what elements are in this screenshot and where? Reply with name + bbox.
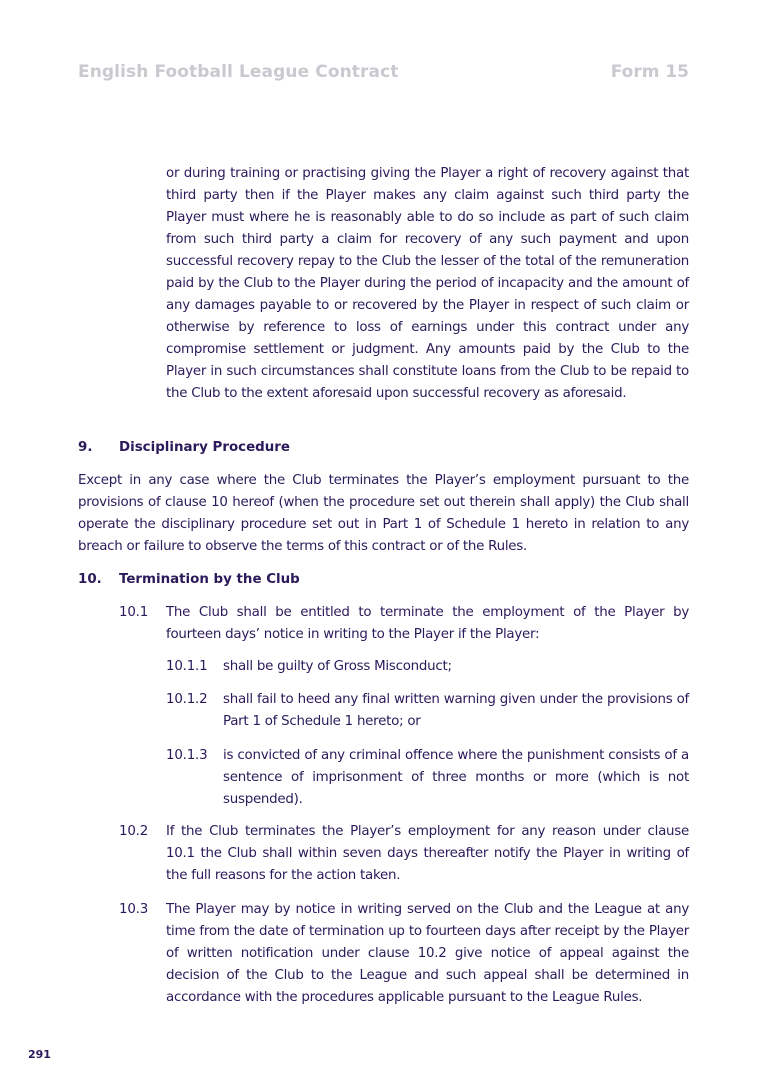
subclause-text: is convicted of any criminal offence where the punishment consists of a sentence of imprisonment of three months or more (which is not suspended).	[223, 748, 689, 807]
subclause-number: 10.1.1	[166, 659, 208, 674]
clause-text: If the Club terminates the Player’s employment for any reason under clause 10.1 the Club shall within seven days thereafter notify the Player in writing of the full reasons for the action taken.	[166, 824, 689, 883]
section-10-number: 10.	[78, 572, 102, 587]
clause-number: 10.1	[119, 605, 149, 620]
page-number: 291	[28, 1048, 51, 1061]
section-10-title: Termination by the Club	[119, 572, 300, 587]
section-9-number: 9.	[78, 440, 93, 455]
subclause-text: shall be guilty of Gross Misconduct;	[223, 659, 452, 674]
subclause-text: shall fail to heed any final written warning given under the provisions of Part 1 of Schedule 1 hereto; or	[223, 692, 689, 729]
clause-text: The Player may by notice in writing served on the Club and the League at any time from the date of termination up to fourteen days after receipt by the Player of written notification under clause 10.2 give notice of appeal against the decision of the Club to the League and such appeal shall be determined in accordance with the procedures applicable pursuant to the League Rules.	[166, 902, 689, 1005]
clause-number: 10.2	[119, 824, 149, 839]
form-label: Form 15	[610, 62, 689, 82]
section-9-paragraph: Except in any case where the Club terminates the Player’s employment pursuant to the provisions of clause 10 hereof (when the procedure set out therein shall apply) the Club shall operate the disciplinary procedure set out in Part 1 of Schedule 1 hereto in relation to any breach or failure to observe the terms of this contract or of the Rules.	[78, 473, 689, 554]
subclause-number: 10.1.2	[166, 692, 208, 707]
subclause-number: 10.1.3	[166, 748, 208, 763]
clause-text: The Club shall be entitled to terminate the employment of the Player by fourteen days’ notice in writing to the Player if the Player:	[166, 605, 689, 642]
clause-number: 10.3	[119, 902, 149, 917]
section-9-title: Disciplinary Procedure	[119, 440, 290, 455]
continuation-paragraph: or during training or practising giving the Player a right of recovery against that third party then if the Player makes any claim against such third party the Player must where he is reasonably able to do so include as part of such claim from such third party a claim for recovery of any such payment and upon successful recovery repay to the Club the lesser of the total of the remuneration paid by the Club to the Player during the period of incapacity and the amount of any damages payable to or recovered by the Player in respect of such claim or otherwise by reference to loss of earnings under this contract under any compromise settlement or judgment. Any amounts paid by the Club to the Player in such circumstances shall constitute loans from the Club to be repaid to the Club to the extent aforesaid upon successful recovery as aforesaid.	[166, 166, 689, 401]
document-title: English Football League Contract	[78, 62, 399, 82]
